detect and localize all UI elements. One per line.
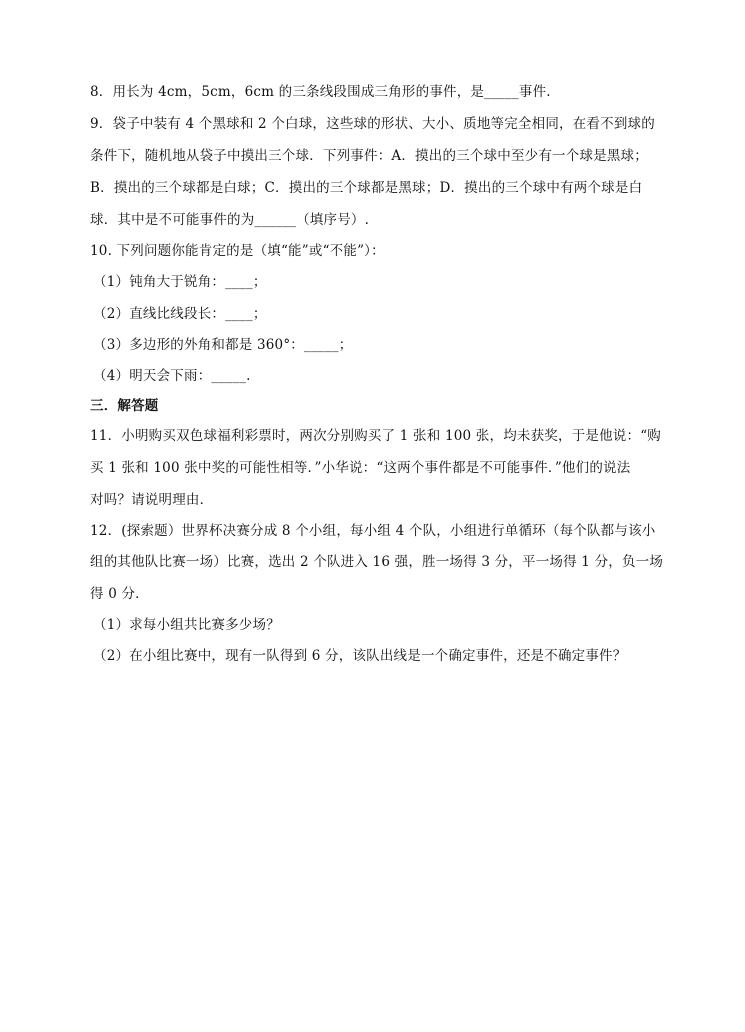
question-11-line-2: 买 1 张和 100 张中奖的可能性相等．”小华说：“这两个事件都是不可能事件．”他们的说法 <box>90 460 631 476</box>
question-12-item-2: （2）在小组比赛中，现有一队得到 6 分，该队出线是一个确定事件，还是不确定事件？ <box>93 648 627 664</box>
question-10-item-1: （1）钝角大于锐角：____； <box>93 274 267 290</box>
question-12-item-1: （1）求每小组共比赛多少场？ <box>93 617 280 633</box>
question-11-line-3: 对吗？请说明理由． <box>90 492 214 508</box>
question-10: 10. 下列问题你能肯定的是（填“能”或“不能”）： <box>90 243 385 259</box>
question-9-line-4: 球．其中是不可能事件的为______（填序号）. <box>90 212 370 228</box>
section-heading: 三．解答题 <box>90 398 159 414</box>
question-11-line-1: 11．小明购买双色球福利彩票时，两次分别购买了 1 张和 100 张，均未获奖，于是他说：“购 <box>90 428 662 444</box>
question-12-line-2: 组的其他队比赛一场）比赛，选出 2 个队进入 16 强，胜一场得 3 分，平一场得 1 分，负一场 <box>90 554 664 570</box>
question-9-line-1: 9．袋子中装有 4 个黑球和 2 个白球，这些球的形状、大小、质地等完全相同，在看不到球的 <box>90 116 655 132</box>
question-12-line-3: 得 0 分． <box>90 586 149 602</box>
question-10-item-4: （4）明天会下雨：_____. <box>93 368 251 384</box>
question-9-line-2: 条件下，随机地从袋子中摸出三个球．下列事件：A．摸出的三个球中至少有一个球是黑球； <box>90 148 648 164</box>
question-12-line-1: 12．(探索题）世界杯决赛分成 8 个小组，每小组 4 个队，小组进行单循环（每个队都与该小 <box>90 523 656 539</box>
question-10-item-2: （2）直线比线段长：____； <box>93 306 267 322</box>
question-8: 8．用长为 4cm，5cm，6cm 的三条线段围成三角形的事件，是_____事件. <box>90 84 551 100</box>
question-9-line-3: B．摸出的三个球都是白球；C．摸出的三个球都是黑球；D．摸出的三个球中有两个球是白 <box>90 180 643 196</box>
question-10-item-3: （3）多边形的外角和都是 360°：_____； <box>93 337 353 353</box>
